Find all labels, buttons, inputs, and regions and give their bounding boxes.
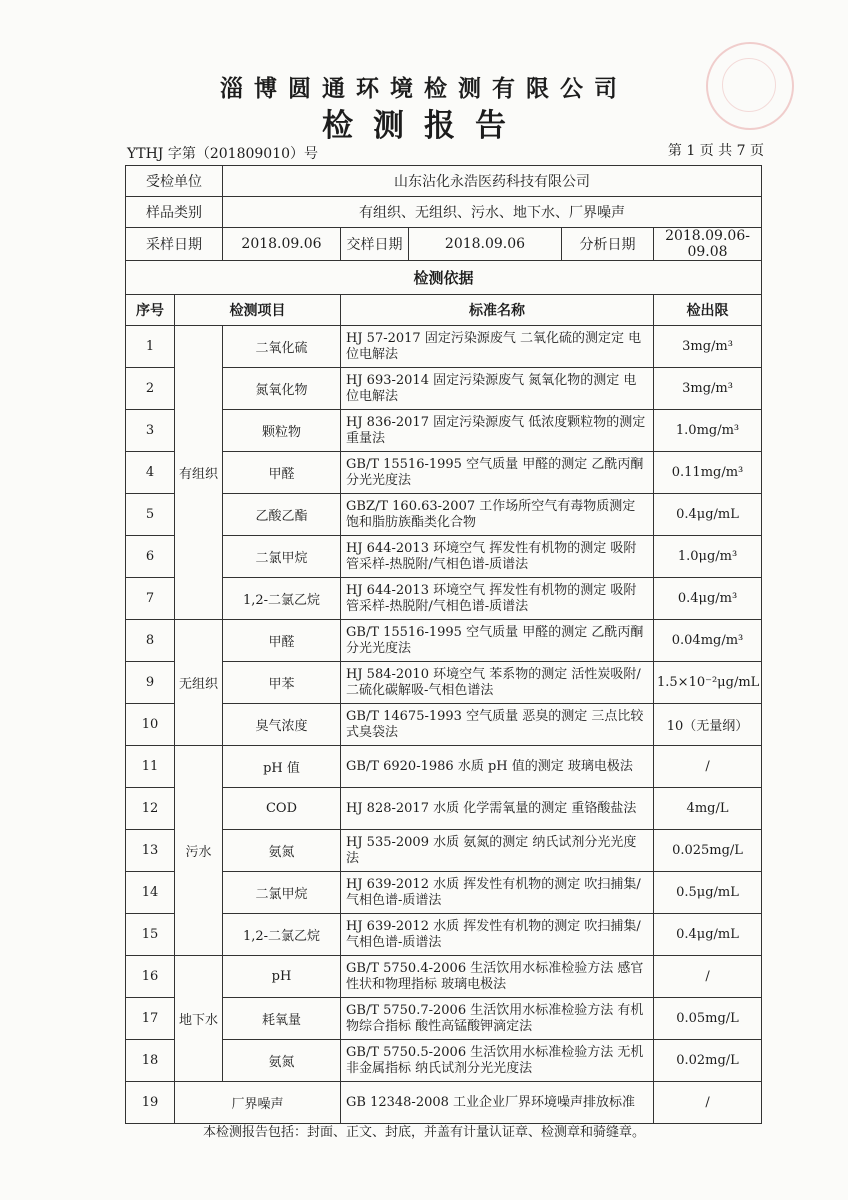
row-number: 6 <box>126 536 175 578</box>
standard-name: HJ 836-2017 固定污染源废气 低浓度颗粒物的测定 重量法 <box>341 410 654 452</box>
standard-name: GB/T 5750.5-2006 生活饮用水标准检验方法 无机非金属指标 纳氏试剂分光光度法 <box>341 1040 654 1082</box>
standard-name: GBZ/T 160.63-2007 工作场所空气有毒物质测定 饱和脂肪族酯类化合物 <box>341 494 654 536</box>
detection-limit: 0.4μg/m³ <box>654 578 762 620</box>
detection-limit: / <box>654 1082 762 1124</box>
dates-row <box>126 228 762 261</box>
sampling-date-value: 2018.09.06 <box>223 228 341 261</box>
row-number: 17 <box>126 998 175 1040</box>
test-item: pH 值 <box>223 746 341 788</box>
standard-name: GB/T 6920-1986 水质 pH 值的测定 玻璃电极法 <box>341 746 654 788</box>
basis-section-row <box>126 261 762 295</box>
row-number: 15 <box>126 914 175 956</box>
row-number: 18 <box>126 1040 175 1082</box>
row-number: 4 <box>126 452 175 494</box>
detection-limit: 0.11mg/m³ <box>654 452 762 494</box>
test-item: 二氧化硫 <box>223 326 341 368</box>
detection-limit: 3mg/m³ <box>654 326 762 368</box>
standard-name: GB 12348-2008 工业企业厂界环境噪声排放标准 <box>341 1082 654 1124</box>
standard-name: HJ 639-2012 水质 挥发性有机物的测定 吹扫捕集/气相色谱-质谱法 <box>341 872 654 914</box>
row-number: 7 <box>126 578 175 620</box>
table-row <box>126 956 762 998</box>
standard-name: GB/T 5750.7-2006 生活饮用水标准检验方法 有机物综合指标 酸性高锰酸钾滴定法 <box>341 998 654 1040</box>
standard-name: HJ 639-2012 水质 挥发性有机物的测定 吹扫捕集/气相色谱-质谱法 <box>341 914 654 956</box>
delivery-date-value: 2018.09.06 <box>409 228 562 261</box>
sampling-date-label: 采样日期 <box>126 228 223 261</box>
standard-name: HJ 828-2017 水质 化学需氧量的测定 重铬酸盐法 <box>341 788 654 830</box>
col-header-no: 序号 <box>126 295 175 326</box>
test-item: 氮氧化物 <box>223 368 341 410</box>
detection-limit: 0.5μg/mL <box>654 872 762 914</box>
test-item: 甲醛 <box>223 452 341 494</box>
test-item: 甲醛 <box>223 620 341 662</box>
test-item: 氨氮 <box>223 830 341 872</box>
category-label: 厂界噪声 <box>175 1082 341 1124</box>
company-name: 淄博圆通环境检测有限公司 <box>220 75 628 102</box>
row-number: 19 <box>126 1082 175 1124</box>
report-number: YTHJ 字第（201809010）号 <box>127 146 319 162</box>
test-item: pH <box>223 956 341 998</box>
sample-type-row <box>126 197 762 228</box>
standard-name: HJ 535-2009 水质 氨氮的测定 纳氏试剂分光光度法 <box>341 830 654 872</box>
standard-name: GB/T 5750.4-2006 生活饮用水标准检验方法 感官性状和物理指标 玻璃电极法 <box>341 956 654 998</box>
row-number: 13 <box>126 830 175 872</box>
delivery-date-label: 交样日期 <box>341 228 409 261</box>
detection-limit: 1.0mg/m³ <box>654 410 762 452</box>
standard-name: GB/T 15516-1995 空气质量 甲醛的测定 乙酰丙酮分光光度法 <box>341 620 654 662</box>
basis-header-row <box>126 295 762 326</box>
client-row <box>126 166 762 197</box>
table-row <box>126 746 762 788</box>
test-item: 颗粒物 <box>223 410 341 452</box>
row-number: 10 <box>126 704 175 746</box>
category-label: 污水 <box>175 746 223 956</box>
category-label: 地下水 <box>175 956 223 1082</box>
test-item: 二氯甲烷 <box>223 536 341 578</box>
standard-name: GB/T 14675-1993 空气质量 恶臭的测定 三点比较式臭袋法 <box>341 704 654 746</box>
row-number: 2 <box>126 368 175 410</box>
detection-limit: 0.05mg/L <box>654 998 762 1040</box>
test-item: 1,2-二氯乙烷 <box>223 914 341 956</box>
col-header-limit: 检出限 <box>654 295 762 326</box>
test-item: COD <box>223 788 341 830</box>
sample-type-label: 样品类别 <box>126 197 223 228</box>
client-label: 受检单位 <box>126 166 223 197</box>
analysis-date-value: 2018.09.06-09.08 <box>654 228 762 261</box>
table-row <box>126 620 762 662</box>
col-header-item: 检测项目 <box>175 295 341 326</box>
test-item: 乙酸乙酯 <box>223 494 341 536</box>
detection-limit: 0.04mg/m³ <box>654 620 762 662</box>
row-number: 5 <box>126 494 175 536</box>
test-item: 臭气浓度 <box>223 704 341 746</box>
standard-name: HJ 644-2013 环境空气 挥发性有机物的测定 吸附管采样-热脱附/气相色谱-质谱法 <box>341 536 654 578</box>
row-number: 11 <box>126 746 175 788</box>
test-item: 耗氧量 <box>223 998 341 1040</box>
sample-type-value: 有组织、无组织、污水、地下水、厂界噪声 <box>223 197 762 228</box>
detection-limit: / <box>654 746 762 788</box>
detection-limit: 3mg/m³ <box>654 368 762 410</box>
footer-note: 本检测报告包括：封面、正文、封底，并盖有计量认证章、检测章和骑缝章。 <box>202 1125 645 1140</box>
analysis-date-label: 分析日期 <box>562 228 654 261</box>
page-info: 第 1 页 共 7 页 <box>667 143 764 159</box>
row-number: 9 <box>126 662 175 704</box>
standard-name: HJ 57-2017 固定污染源废气 二氧化硫的测定定 电位电解法 <box>341 326 654 368</box>
test-item: 氨氮 <box>223 1040 341 1082</box>
standard-name: HJ 644-2013 环境空气 挥发性有机物的测定 吸附管采样-热脱附/气相色谱-质谱法 <box>341 578 654 620</box>
detection-limit: 10（无量纲） <box>654 704 762 746</box>
report-table <box>125 165 762 1124</box>
detection-limit: / <box>654 956 762 998</box>
detection-limit: 0.025mg/L <box>654 830 762 872</box>
table-row <box>126 326 762 368</box>
detection-limit: 0.4μg/mL <box>654 494 762 536</box>
category-label: 有组织 <box>175 326 223 620</box>
col-header-standard: 标准名称 <box>341 295 654 326</box>
standard-name: HJ 584-2010 环境空气 苯系物的测定 活性炭吸附/二硫化碳解吸-气相色谱法 <box>341 662 654 704</box>
report-title: 检测报告 <box>322 108 526 144</box>
client-value: 山东沾化永浩医药科技有限公司 <box>223 166 762 197</box>
category-label: 无组织 <box>175 620 223 746</box>
standard-name: GB/T 15516-1995 空气质量 甲醛的测定 乙酰丙酮分光光度法 <box>341 452 654 494</box>
row-number: 1 <box>126 326 175 368</box>
detection-limit: 1.0μg/m³ <box>654 536 762 578</box>
row-number: 8 <box>126 620 175 662</box>
row-number: 16 <box>126 956 175 998</box>
detection-limit: 0.02mg/L <box>654 1040 762 1082</box>
basis-section-title: 检测依据 <box>126 261 762 295</box>
detection-limit: 0.4μg/mL <box>654 914 762 956</box>
test-item: 1,2-二氯乙烷 <box>223 578 341 620</box>
row-number: 14 <box>126 872 175 914</box>
detection-limit: 1.5×10⁻²μg/mL <box>654 662 762 704</box>
row-number: 12 <box>126 788 175 830</box>
table-row <box>126 1082 762 1124</box>
test-item: 甲苯 <box>223 662 341 704</box>
test-item: 二氯甲烷 <box>223 872 341 914</box>
row-number: 3 <box>126 410 175 452</box>
standard-name: HJ 693-2014 固定污染源废气 氮氧化物的测定 电位电解法 <box>341 368 654 410</box>
detection-limit: 4mg/L <box>654 788 762 830</box>
